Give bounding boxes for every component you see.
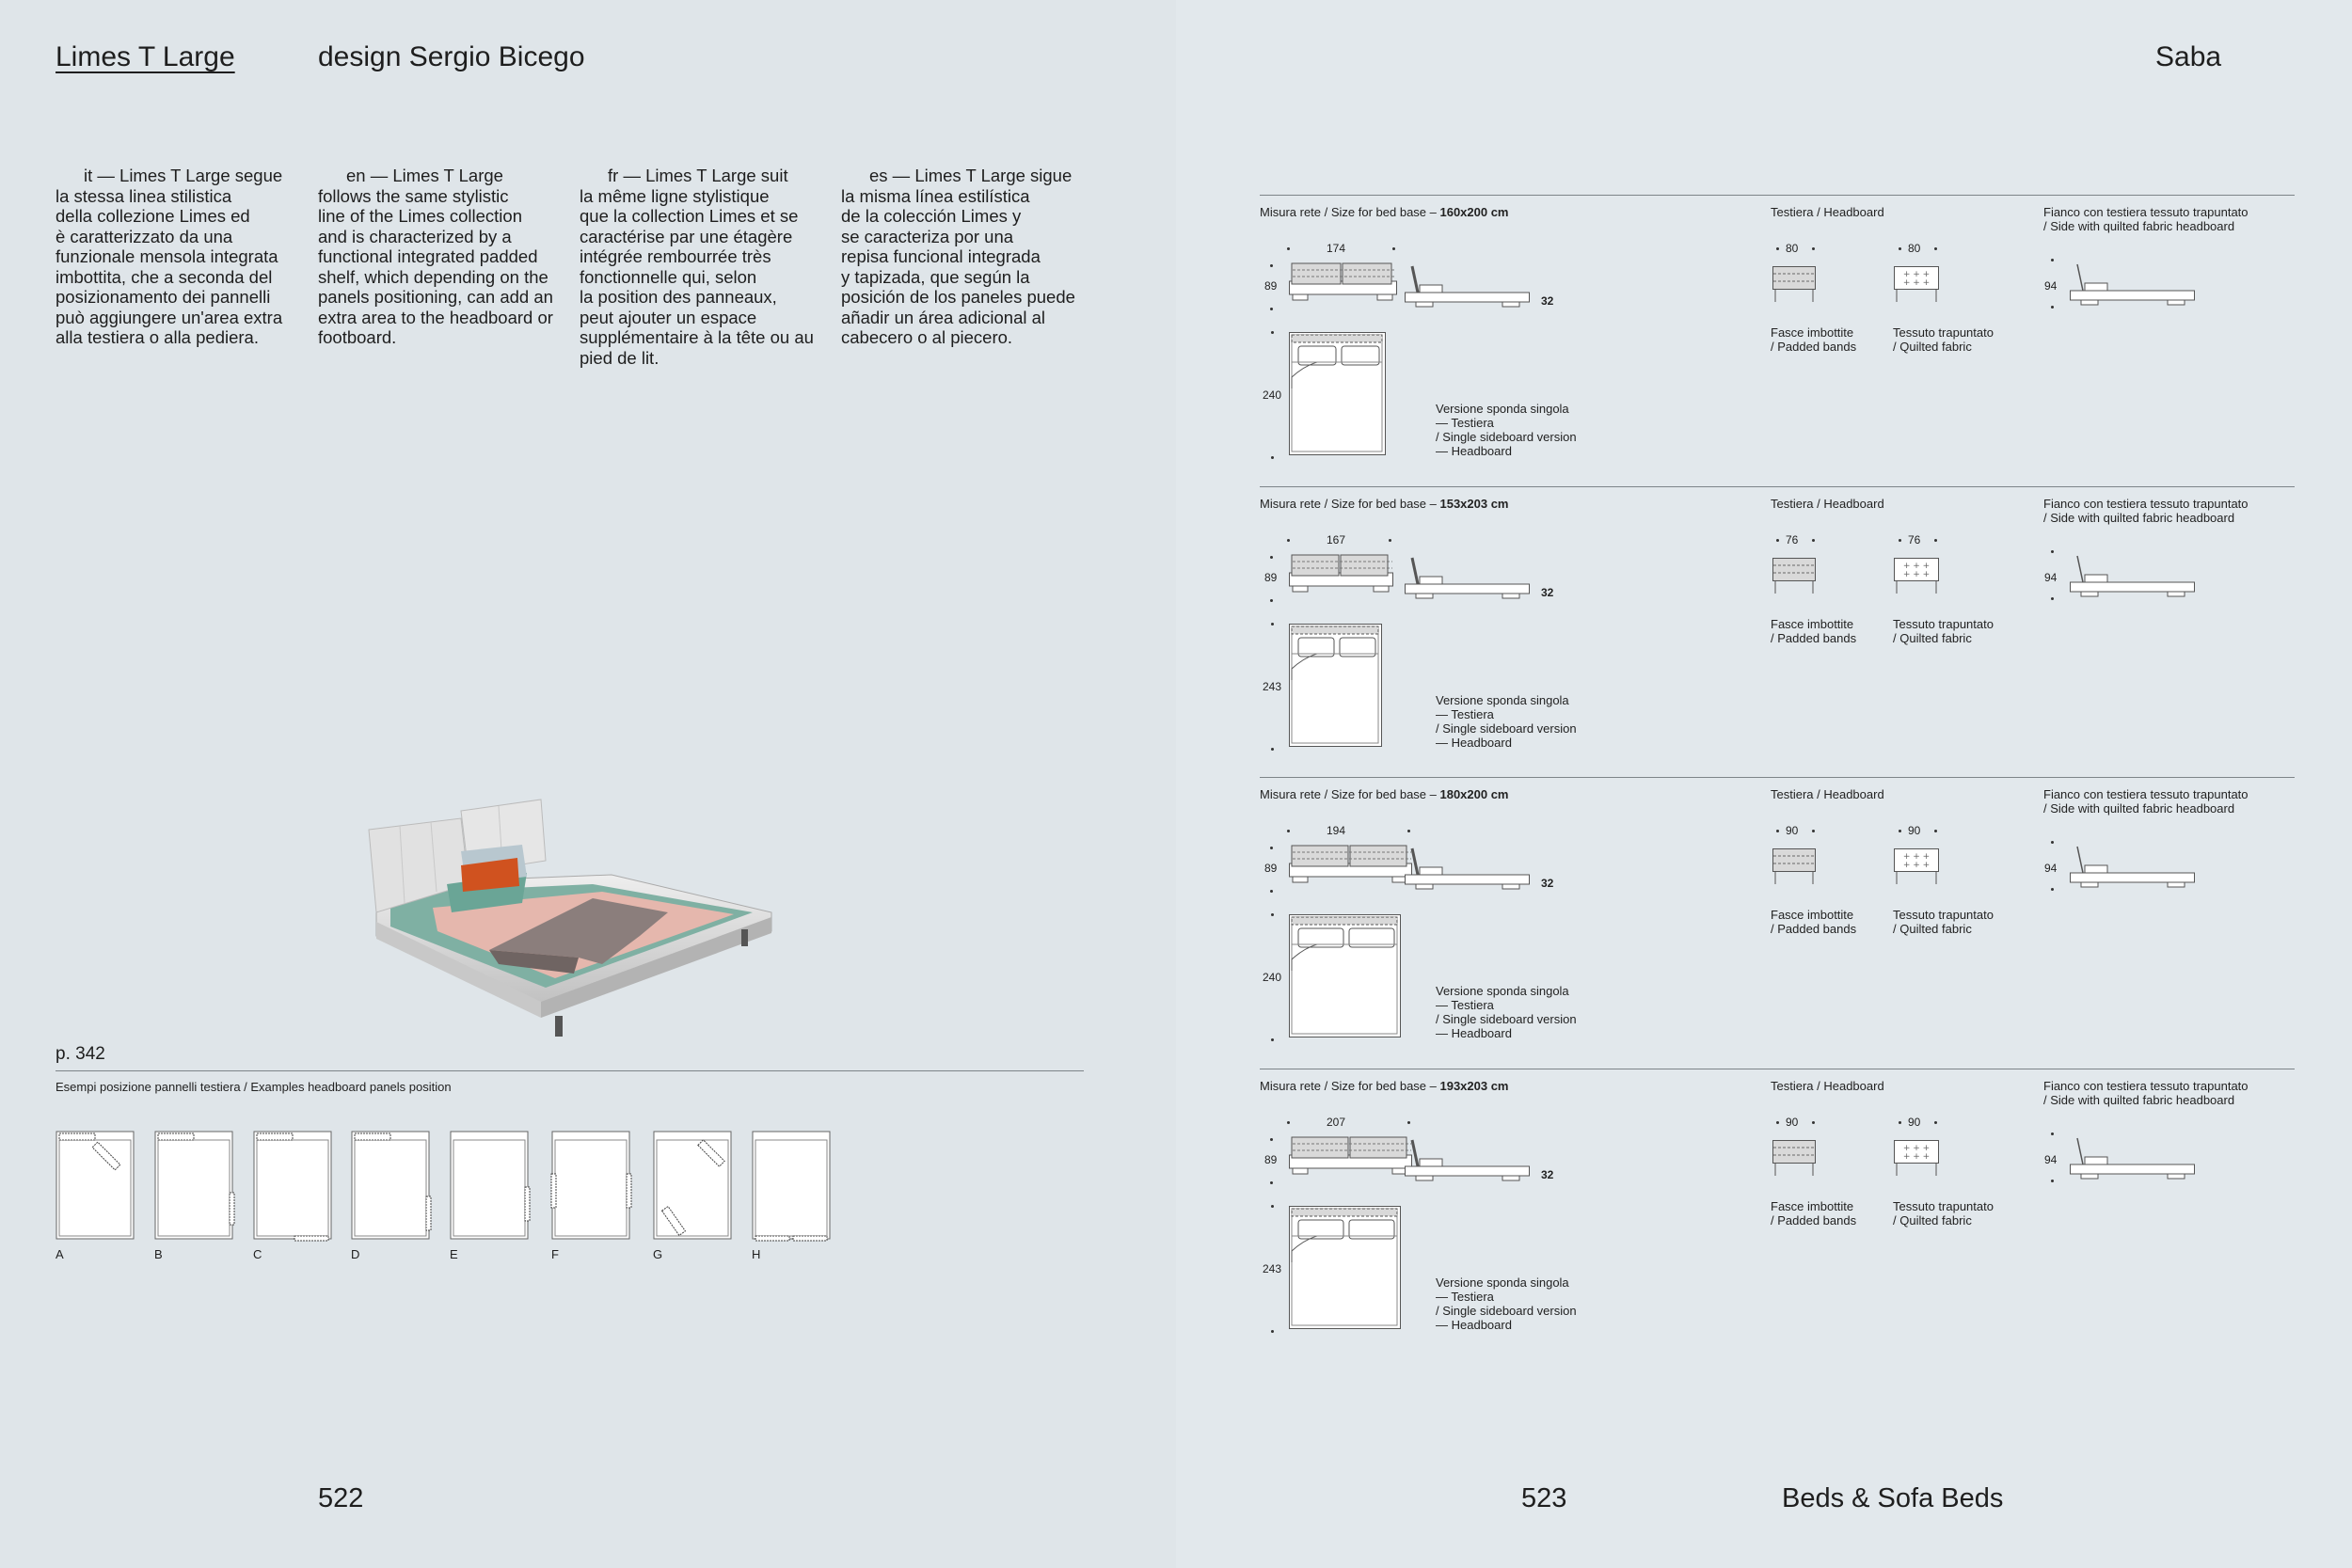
svg-text:+ + +: + + + — [1902, 270, 1931, 279]
brand-name: Saba — [2155, 41, 2222, 72]
bed-length-dimension: 243 — [1263, 680, 1282, 693]
bed-side-view — [1405, 847, 1536, 890]
example-label: F — [551, 1247, 559, 1261]
example-label: E — [450, 1247, 458, 1261]
divider — [56, 1070, 1084, 1071]
padded-bands-headboard — [1772, 848, 1818, 886]
bed-height-dimension: 89 — [1264, 279, 1278, 293]
description-it: it — Limes T Large segue la stessa linea stilistica della collezione Limes ed è caratterizzato da una funzionale mensola integrata imbottita, che a seconda del posizionamento dei pannelli può aggiungere un'area extra alla testiera o alla pediera. — [56, 166, 283, 347]
example-label: C — [253, 1247, 262, 1261]
svg-text:+ + +: + + + — [1902, 861, 1931, 870]
bed-front-view — [1289, 845, 1413, 890]
bed-plan-view — [1289, 332, 1398, 458]
quilted-fabric-label: Tessuto trapuntato / Quilted fabric — [1893, 325, 1994, 354]
description-en: en — Limes T Large follows the same stylistic line of the Limes collection and is characterized by a functional integrated padded shelf, which depending on the panels positioning, can add an extra area to the headboard or footboard. — [318, 166, 553, 347]
example-diagram-h — [752, 1131, 833, 1242]
spec-divider — [1260, 195, 2295, 196]
single-sideboard-version: Versione sponda singola — Testiera / Single sideboard version — Headboard — [1436, 984, 1577, 1040]
bed-height-dimension: 89 — [1264, 862, 1278, 875]
example-label: D — [351, 1247, 360, 1261]
bed-size-label: Misura rete / Size for bed base – 160x200 cm — [1260, 205, 1509, 219]
quilted-fabric-label: Tessuto trapuntato / Quilted fabric — [1893, 908, 1994, 936]
padded-bands-label: Fasce imbottite / Padded bands — [1771, 325, 1857, 354]
quilted-fabric-headboard — [1894, 558, 1941, 595]
section-name: Beds & Sofa Beds — [1782, 1483, 2004, 1513]
padded-bands-headboard — [1772, 266, 1818, 304]
bed-width-dimension: 207 — [1327, 1116, 1346, 1129]
padded-bands-label: Fasce imbottite / Padded bands — [1771, 617, 1857, 645]
example-label: H — [752, 1247, 761, 1261]
side-height-dimension: 94 — [2044, 862, 2058, 875]
bed-size-label: Misura rete / Size for bed base – 153x203 cm — [1260, 497, 1509, 511]
page-number-right: 523 — [1521, 1483, 1567, 1513]
page-reference: p. 342 — [56, 1044, 105, 1064]
product-title: Limes T Large — [56, 41, 235, 72]
padded-bands-headboard — [1772, 1140, 1818, 1178]
spec-divider — [1260, 777, 2295, 778]
description-lead: en — Limes T Large — [346, 166, 503, 185]
padded-headboard-width: 80 — [1786, 242, 1799, 255]
svg-text:+ + +: + + + — [1902, 278, 1931, 288]
side-title: Fianco con testiera tessuto trapuntato / Side with quilted fabric headboard — [2043, 205, 2249, 233]
example-label: A — [56, 1247, 64, 1261]
headboard-title: Testiera / Headboard — [1771, 1079, 1884, 1093]
headboard-title: Testiera / Headboard — [1771, 787, 1884, 801]
svg-text:+ + +: + + + — [1902, 570, 1931, 579]
single-sideboard-version: Versione sponda singola — Testiera / Single sideboard version — Headboard — [1436, 693, 1577, 750]
quilted-headboard-width: 90 — [1908, 824, 1921, 837]
quilted-fabric-headboard — [1894, 1140, 1941, 1178]
svg-text:+ + +: + + + — [1902, 1152, 1931, 1162]
bed-front-view — [1289, 1136, 1413, 1181]
bed-width-dimension: 174 — [1327, 242, 1346, 255]
description-es: es — Limes T Large sigue la misma línea estilística de la colección Limes y se caracteriza por una repisa funcional integrada y tapizada, que según la posición de los paneles puede añadir un área adicional al cabecero o al piecero. — [841, 166, 1075, 347]
example-label: G — [653, 1247, 663, 1261]
side-view-quilted-headboard — [2070, 1136, 2201, 1181]
description-lead: es — Limes T Large sigue — [869, 166, 1073, 185]
designer-credit: design Sergio Bicego — [318, 41, 585, 72]
platform-height-dimension: 32 — [1541, 586, 1554, 599]
description-lead: fr — Limes T Large suit — [608, 166, 788, 185]
spec-divider — [1260, 486, 2295, 487]
quilted-fabric-label: Tessuto trapuntato / Quilted fabric — [1893, 1199, 1994, 1227]
side-title: Fianco con testiera tessuto trapuntato / Side with quilted fabric headboard — [2043, 497, 2249, 525]
side-height-dimension: 94 — [2044, 1153, 2058, 1166]
svg-text:+ + +: + + + — [1902, 852, 1931, 862]
bed-length-dimension: 240 — [1263, 971, 1282, 984]
platform-height-dimension: 32 — [1541, 1168, 1554, 1181]
example-diagram-g — [653, 1131, 734, 1242]
bed-plan-view — [1289, 1206, 1413, 1332]
padded-bands-headboard — [1772, 558, 1818, 595]
right-page — [1176, 0, 2352, 1568]
quilted-headboard-width: 76 — [1908, 533, 1921, 546]
padded-headboard-width: 90 — [1786, 824, 1799, 837]
bed-height-dimension: 89 — [1264, 571, 1278, 584]
platform-height-dimension: 32 — [1541, 294, 1554, 308]
side-height-dimension: 94 — [2044, 279, 2058, 293]
single-sideboard-version: Versione sponda singola — Testiera / Single sideboard version — Headboard — [1436, 1275, 1577, 1332]
example-label: B — [154, 1247, 163, 1261]
example-diagram-a — [56, 1131, 136, 1242]
headboard-title: Testiera / Headboard — [1771, 205, 1884, 219]
quilted-fabric-headboard — [1894, 266, 1941, 304]
side-title: Fianco con testiera tessuto trapuntato / Side with quilted fabric headboard — [2043, 787, 2249, 816]
bed-plan-view — [1289, 914, 1413, 1040]
headboard-title: Testiera / Headboard — [1771, 497, 1884, 511]
side-view-quilted-headboard — [2070, 554, 2201, 599]
bed-side-view — [1405, 264, 1536, 308]
example-diagram-e — [450, 1131, 531, 1242]
bed-height-dimension: 89 — [1264, 1153, 1278, 1166]
page-number-left: 522 — [318, 1483, 364, 1513]
side-title: Fianco con testiera tessuto trapuntato / Side with quilted fabric headboard — [2043, 1079, 2249, 1107]
padded-bands-label: Fasce imbottite / Padded bands — [1771, 908, 1857, 936]
quilted-headboard-width: 90 — [1908, 1116, 1921, 1129]
platform-height-dimension: 32 — [1541, 877, 1554, 890]
quilted-headboard-width: 80 — [1908, 242, 1921, 255]
bed-size-label: Misura rete / Size for bed base – 193x203 cm — [1260, 1079, 1509, 1093]
example-diagram-c — [253, 1131, 334, 1242]
bed-length-dimension: 243 — [1263, 1262, 1282, 1275]
side-view-quilted-headboard — [2070, 845, 2201, 890]
bed-size-label: Misura rete / Size for bed base – 180x200 cm — [1260, 787, 1509, 801]
bed-front-view — [1289, 262, 1398, 308]
bed-width-dimension: 194 — [1327, 824, 1346, 837]
bed-width-dimension: 167 — [1327, 533, 1346, 546]
bed-side-view — [1405, 1138, 1536, 1181]
padded-headboard-width: 76 — [1786, 533, 1799, 546]
svg-text:+ + +: + + + — [1902, 562, 1931, 571]
padded-bands-label: Fasce imbottite / Padded bands — [1771, 1199, 1857, 1227]
description-lead: it — Limes T Large segue — [84, 166, 283, 185]
bed-side-view — [1405, 556, 1536, 599]
example-diagram-f — [551, 1131, 632, 1242]
bed-front-view — [1289, 554, 1394, 599]
bed-plan-view — [1289, 624, 1394, 750]
side-view-quilted-headboard — [2070, 262, 2201, 308]
quilted-fabric-label: Tessuto trapuntato / Quilted fabric — [1893, 617, 1994, 645]
examples-title: Esempi posizione pannelli testiera / Examples headboard panels position — [56, 1080, 452, 1094]
bed-product-image — [358, 771, 790, 1053]
example-diagram-b — [154, 1131, 235, 1242]
padded-headboard-width: 90 — [1786, 1116, 1799, 1129]
side-height-dimension: 94 — [2044, 571, 2058, 584]
bed-length-dimension: 240 — [1263, 388, 1282, 402]
single-sideboard-version: Versione sponda singola — Testiera / Single sideboard version — Headboard — [1436, 402, 1577, 458]
example-diagram-d — [351, 1131, 432, 1242]
quilted-fabric-headboard — [1894, 848, 1941, 886]
svg-text:+ + +: + + + — [1902, 1144, 1931, 1153]
description-fr: fr — Limes T Large suit la même ligne stylistique que la collection Limes et se caractérise par une étagère intégrée rembourrée très fonctionnelle qui, selon la position des panneaux, peut ajouter un espace supplémentaire à la tête ou au pied de lit. — [580, 166, 814, 368]
